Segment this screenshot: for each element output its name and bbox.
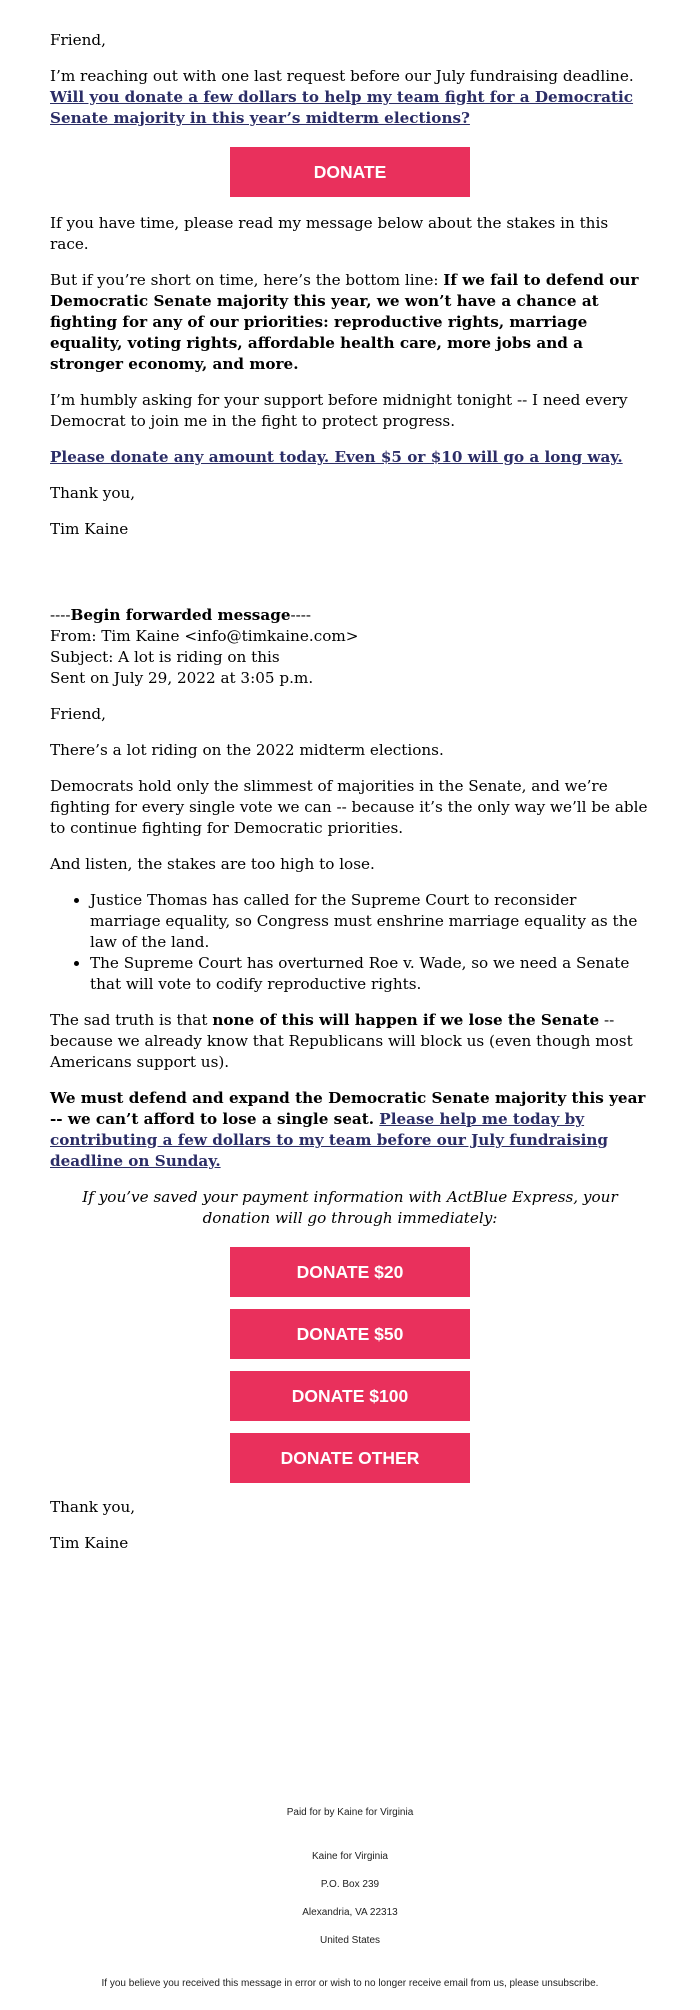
sad-truth-bold: none of this will happen if we lose the Senate [212, 1011, 600, 1029]
intro-text: I’m reaching out with one last request before our July fundraising deadline. [50, 67, 634, 85]
donate-20-button[interactable]: DONATE $20 [230, 1247, 470, 1297]
sad-truth-text-b: -- because we already know that Republicans will block us (even though most Americans support us). [50, 1011, 633, 1071]
forwarded-subject: Subject: A lot is riding on this [50, 648, 280, 666]
donate-100-button[interactable]: DONATE $100 [230, 1371, 470, 1421]
bottom-line-paragraph [50, 270, 650, 375]
section-spacer [50, 555, 650, 595]
forwarded-suffix: ---- [290, 606, 312, 624]
list-item: • The Supreme Court has overturned Roe v. Wade, so we need a Senate that will vote to codify reproductive rights. [90, 953, 650, 995]
intro-donate-link[interactable]: Will you donate a few dollars to help my team fight for a Democratic Senate majority in this year’s midterm elections? [50, 88, 634, 127]
donate-button-row [50, 147, 650, 197]
please-donate-link[interactable]: Please donate any amount today. Even $5 or $10 will go a long way. [50, 448, 623, 466]
footer-org: Kaine for Virginia [312, 1851, 388, 1862]
forwarded-sent: Sent on July 29, 2022 at 3:05 p.m. [50, 669, 314, 687]
forwarded-from: From: Tim Kaine <info@timkaine.com> [50, 627, 359, 645]
defend-bold: We must defend and expand the Democratic Senate majority this year -- we can’t afford to lose a single seat. [50, 1089, 646, 1128]
forwarded-thank-you: Thank you, [50, 1498, 136, 1516]
forwarded-p3: And listen, the stakes are too high to lose. [50, 855, 375, 873]
defend-paragraph [50, 1088, 650, 1172]
greeting: Friend, [50, 31, 106, 49]
time-paragraph: If you have time, please read my message below about the stakes in this race. [50, 214, 609, 253]
sad-truth-paragraph [50, 1010, 650, 1073]
list-item: • Justice Thomas has called for the Supreme Court to reconsider marriage equality, so Congress must enshrine marriage equality as the law of the land. [90, 890, 650, 953]
bottom-line-text: But if you’re short on time, here’s the bottom line: [50, 271, 444, 289]
forwarded-signature: Tim Kaine [50, 1534, 129, 1552]
footer-country: United States [319, 1935, 381, 1946]
footer-city: Alexandria, VA 22313 [302, 1907, 398, 1918]
forwarded-title: Begin forwarded message [70, 606, 291, 624]
intro-paragraph [50, 66, 650, 129]
donate-button[interactable]: DONATE [230, 147, 470, 197]
donate-50-button[interactable]: DONATE $50 [230, 1309, 470, 1359]
forwarded-greeting: Friend, [50, 705, 106, 723]
stakes-list [50, 890, 650, 995]
humbly-paragraph: I’m humbly asking for your support before midnight tonight -- I need every Democrat to join me in the fight to protect progress. [50, 391, 628, 430]
please-donate-paragraph [50, 447, 650, 468]
sad-truth-text-a: The sad truth is that [50, 1011, 213, 1029]
footer-po-box: P.O. Box 239 [320, 1879, 380, 1890]
footer-unsubscribe[interactable]: If you believe you received this message in error or wish to no longer receive email from us, please unsubscribe. [101, 1978, 599, 1989]
email-body [50, 30, 650, 1569]
forwarded-p2: Democrats hold only the slimmest of majorities in the Senate, and we’re fighting for every single vote we can -- because it’s the only way we’ll be able to continue fighting for Democratic priorities. [50, 777, 648, 837]
forwarded-header [50, 605, 650, 689]
actblue-note: If you’ve saved your payment information with ActBlue Express, your donation will go through immediately: [82, 1188, 618, 1227]
footer-paid-for: Paid for by Kaine for Virginia [286, 1807, 414, 1818]
forwarded-prefix: ---- [50, 606, 71, 624]
contribute-link[interactable]: Please help me today by contributing a few dollars to my team before our July fundraising deadline on Sunday. [50, 1110, 609, 1170]
donate-buttons-group [50, 1247, 650, 1483]
donate-other-button[interactable]: DONATE OTHER [230, 1433, 470, 1483]
thank-you: Thank you, [50, 484, 136, 502]
signature: Tim Kaine [50, 520, 129, 538]
bottom-line-bold: If we fail to defend our Democratic Senate majority this year, we won’t have a chance at fighting for any of our priorities: reproductive rights, marriage equality, voting rights, affordable health care, more jobs and a stronger economy, and more. [50, 271, 639, 373]
forwarded-p1: There’s a lot riding on the 2022 midterm elections. [50, 741, 444, 759]
